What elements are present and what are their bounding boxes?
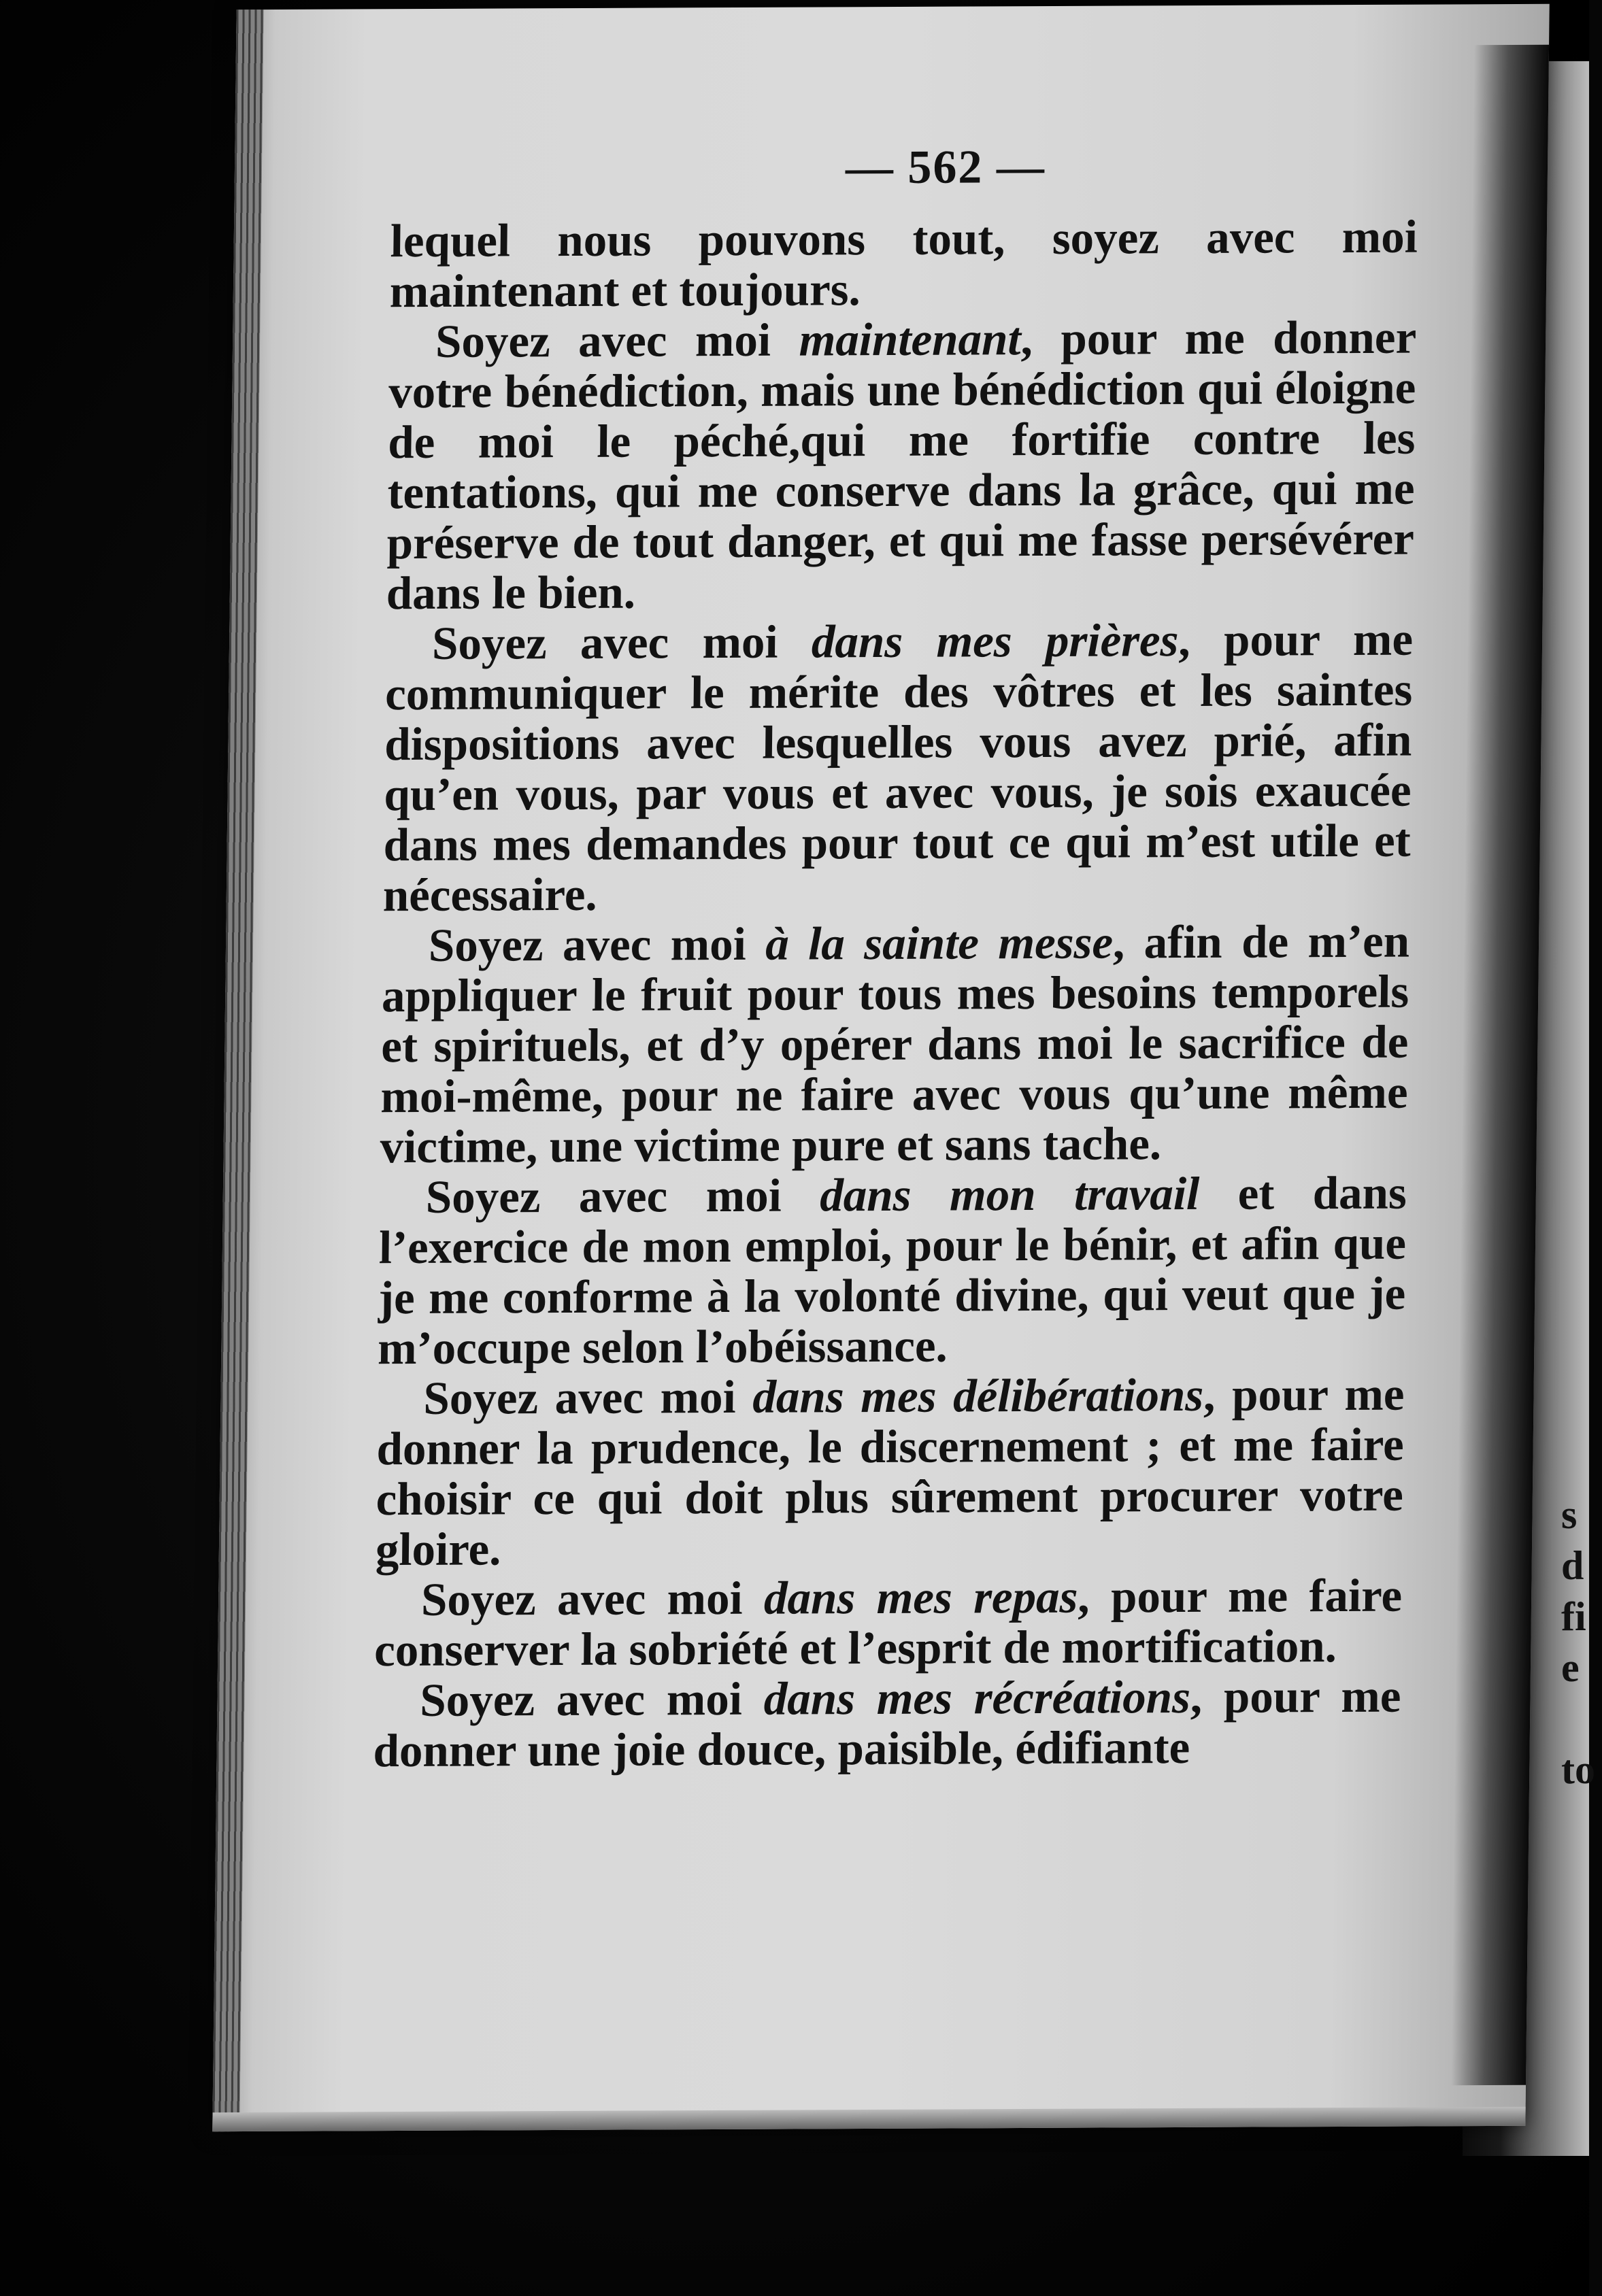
paragraph-lead: Soyez avec moi	[425, 1169, 820, 1223]
prayer-paragraph	[373, 1671, 1401, 1776]
paragraph-emphasis: maintenant	[799, 313, 1022, 366]
paragraph-emphasis: dans mes récréations	[763, 1670, 1191, 1725]
prayer-paragraph	[382, 614, 1413, 921]
facing-fragment: d	[1561, 1543, 1584, 1588]
facing-page-text-fragments	[1561, 1489, 1602, 1795]
prayer-paragraph	[378, 1168, 1407, 1374]
paragraph-lead: Soyez avec moi	[420, 1572, 765, 1625]
prayer-paragraph	[374, 1570, 1403, 1676]
paragraph-body: , pour me donner une joie douce, paisible, édifiante	[373, 1670, 1401, 1777]
prayer-paragraph	[380, 916, 1409, 1172]
paragraph-lead: Soyez avec moi	[431, 615, 812, 669]
continuation-paragraph: lequel nous pouvons tout, soyez avec moi maintenant et toujours.	[389, 210, 1418, 318]
paragraph-lead: Soyez avec moi	[423, 1370, 753, 1424]
prayer-paragraph	[376, 1369, 1405, 1575]
paragraph-emphasis: à la sainte messe	[765, 916, 1114, 970]
paragraph-body: , afin de m’en appliquer le fruit pour tous mes besoins temporels et spirituels, et d’y opérer dans moi le sacrifice de moi-même, pour ne faire avec vous qu’une même victime, une victime pure et sans tache.	[380, 915, 1410, 1173]
facing-fragment: e	[1561, 1645, 1580, 1690]
paragraph-body: et dans l’exercice de mon emploi, pour le bénir, et afin que je me conforme à la volonté divine, qui veut que je m’occupe selon l’obéissance.	[377, 1166, 1407, 1374]
page-text-block	[373, 141, 1418, 1776]
facing-fragment	[1561, 1693, 1602, 1744]
paragraph-body: , pour me faire conserver la sobriété et l’esprit de mortification.	[373, 1569, 1403, 1676]
paragraph-emphasis: dans mes prières	[811, 614, 1179, 668]
paragraph-body: , pour me donner la prudence, le discernement ; et me faire choisir ce qui doit plus sûrement procurer votre gloire.	[375, 1368, 1405, 1576]
paragraph-body: , pour me communiquer le mérite des vôtres et les saintes dispositions avec lesquelles vous avez prié, afin qu’en vous, par vous et avec vous, je sois exaucée dans mes demandes pour tout ce qui m’est utile et nécessaire.	[382, 613, 1414, 922]
facing-fragment: s	[1561, 1492, 1578, 1537]
page-number: — 562 —	[845, 141, 1046, 195]
paragraph-lead: Soyez avec moi	[420, 1672, 765, 1726]
paragraph-emphasis: dans mes délibérations	[752, 1368, 1204, 1423]
book-page	[212, 4, 1550, 2131]
paragraph-lead: Soyez avec moi	[428, 917, 766, 971]
facing-fragment: fi	[1561, 1594, 1586, 1639]
paragraph-lead: Soyez avec moi	[435, 314, 800, 367]
paragraph-emphasis: dans mon travail	[819, 1167, 1200, 1221]
paragraph-body: , pour me donner votre bénédiction, mais une bénédiction qui éloigne de moi le péché,qui me fortifie contre les tentations, qui me conserve dans la grâce, qui me préserve de tout danger, et qui me fasse persévérer dans le bien.	[386, 311, 1417, 620]
prayer-paragraph	[386, 312, 1416, 619]
facing-fragment: to	[1561, 1747, 1595, 1792]
paragraph-emphasis: dans mes repas	[763, 1570, 1078, 1624]
